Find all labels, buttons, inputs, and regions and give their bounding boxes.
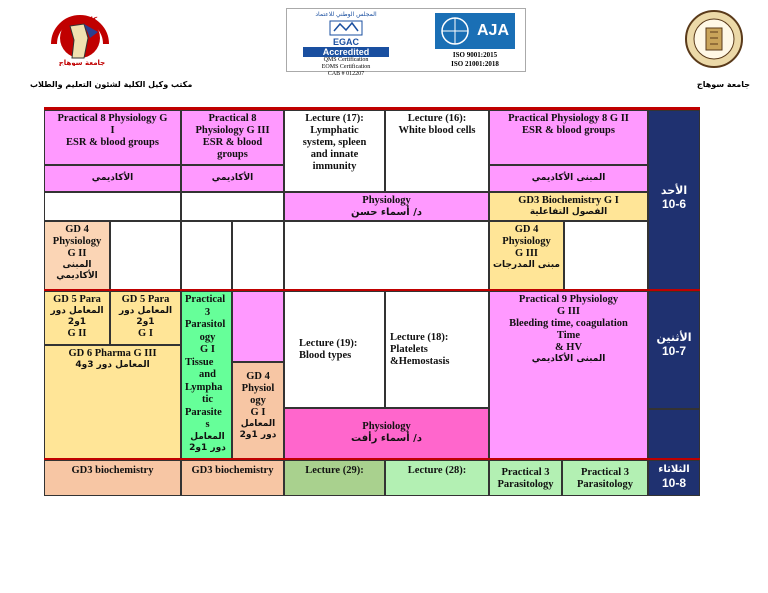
tue-gd3-biochemistry-a: GD3 biochemistry bbox=[44, 460, 181, 496]
sun-gd3-biochemistry-g1: GD3 Biochemistry G I الفصول التفاعلية bbox=[489, 192, 648, 221]
sun-empty-2 bbox=[181, 192, 284, 221]
tue-lecture-28: Lecture (28): bbox=[385, 460, 489, 496]
egac-accredited: Accredited bbox=[303, 47, 389, 57]
faculty-logo bbox=[40, 8, 122, 66]
accreditation-badges bbox=[286, 8, 526, 77]
qms-text: QMS Certification bbox=[323, 57, 369, 63]
sun-day-label: الأحد 10-6 bbox=[648, 110, 700, 290]
sun-empty-7 bbox=[564, 221, 648, 290]
egac-top-text: المجلس الوطني للاعتماد bbox=[315, 11, 377, 18]
mon-lecture-19: Lecture (19): Blood types bbox=[284, 291, 385, 408]
sun-empty-6 bbox=[284, 221, 489, 290]
egac-name: EGAC bbox=[332, 37, 359, 47]
sun-location-academic-3: المبنى الأكاديمي bbox=[489, 165, 648, 192]
sun-lecture-16: Lecture (16): White blood cells bbox=[385, 110, 489, 192]
sun-lecture-17: Lecture (17): Lymphatic system, spleen and innate immunity bbox=[284, 110, 385, 192]
mon-gd6-pharma-g3: GD 6 Pharma G III المعامل دور 3و4 bbox=[44, 345, 181, 459]
svg-text:كلية طب: كلية طب bbox=[66, 16, 98, 24]
sun-empty-4 bbox=[181, 221, 232, 290]
egac-shield-icon bbox=[328, 19, 364, 37]
mon-lecture-18: Lecture (18): Platelets &Hemostasis bbox=[385, 291, 489, 408]
sun-location-academic-2: الأكاديمي bbox=[181, 165, 284, 192]
tue-lecture-29: Lecture (29): bbox=[284, 460, 385, 496]
mon-physiology-lecture: Physiology د/ أسماء رأفت bbox=[284, 408, 489, 459]
tue-practical-3-parasitology-a: Practical 3 Parasitology bbox=[489, 460, 562, 496]
iso-21001-text: ISO 21001:2018 bbox=[451, 60, 499, 68]
sun-location-academic-1: الأكاديمي bbox=[44, 165, 181, 192]
sun-empty-5 bbox=[232, 221, 284, 290]
sun-empty-1 bbox=[44, 192, 181, 221]
sun-physiology-lecture: Physiology د/ أسماء حسن bbox=[284, 192, 489, 221]
mon-gd5-para-g2: GD 5 Para المعامل دور 1و2 G II bbox=[44, 291, 110, 345]
sun-practical-8-g1: Practical 8 Physiology G I ESR & blood groups bbox=[44, 110, 181, 165]
vice-dean-office-text: مكتب وكيل الكلية لشئون التعليم والطلاب bbox=[30, 80, 193, 89]
eoms-text: EOMS Certification bbox=[321, 64, 371, 70]
aja-globe-icon bbox=[435, 13, 515, 49]
cab-text: CAB # 012207 bbox=[327, 71, 365, 77]
aja-label: AJA bbox=[476, 22, 509, 39]
mon-gd4-physiology-g1: GD 4 Physiol ogy G I المعامل دور 1و2 bbox=[232, 362, 284, 459]
mon-day-filler bbox=[648, 409, 700, 459]
tue-practical-3-parasitology-b: Practical 3 Parasitology bbox=[562, 460, 648, 496]
sun-gd4-physiology-g3: GD 4 Physiology G III مبنى المدرجات bbox=[489, 221, 564, 290]
tue-gd3-biochemistry-b: GD3 biochemistry bbox=[181, 460, 284, 496]
mon-gd5-para-g1: GD 5 Para المعامل دور 1و2 G I bbox=[110, 291, 181, 345]
sun-practical-8-g3: Practical 8 Physiology G III ESR & blood groups bbox=[181, 110, 284, 165]
university-name-text: جامعة سوهاج bbox=[696, 80, 750, 89]
tue-day-label: الثلاثاء 10-8 bbox=[648, 460, 700, 496]
mon-practical-9-physiology-g3: Practical 9 Physiology G III Bleeding time, coagulation Time & HV المبنى الأكاديمي bbox=[489, 291, 648, 459]
mon-day-label: الأثنين 10-7 bbox=[648, 291, 700, 409]
iso-9001-text: ISO 9001:2015 bbox=[452, 51, 498, 59]
sun-gd4-physiology-g2: GD 4 Physiology G II المبنى الأكاديمي bbox=[44, 221, 110, 290]
egac-badge bbox=[291, 11, 401, 77]
svg-text:جامعة سوهاج: جامعة سوهاج bbox=[58, 59, 106, 66]
aja-badge bbox=[427, 11, 523, 71]
mon-pink-block bbox=[232, 291, 284, 362]
mon-practical-3-parasitology-g1: Practical 3 Parasitol ogy G I Tissue and Lympha tic Parasite s المعامل دور 1و2 bbox=[181, 291, 232, 459]
sun-practical-8-g2: Practical Physiology 8 G II ESR & blood groups bbox=[489, 110, 648, 165]
university-logo bbox=[684, 8, 744, 70]
sun-empty-3 bbox=[110, 221, 181, 290]
